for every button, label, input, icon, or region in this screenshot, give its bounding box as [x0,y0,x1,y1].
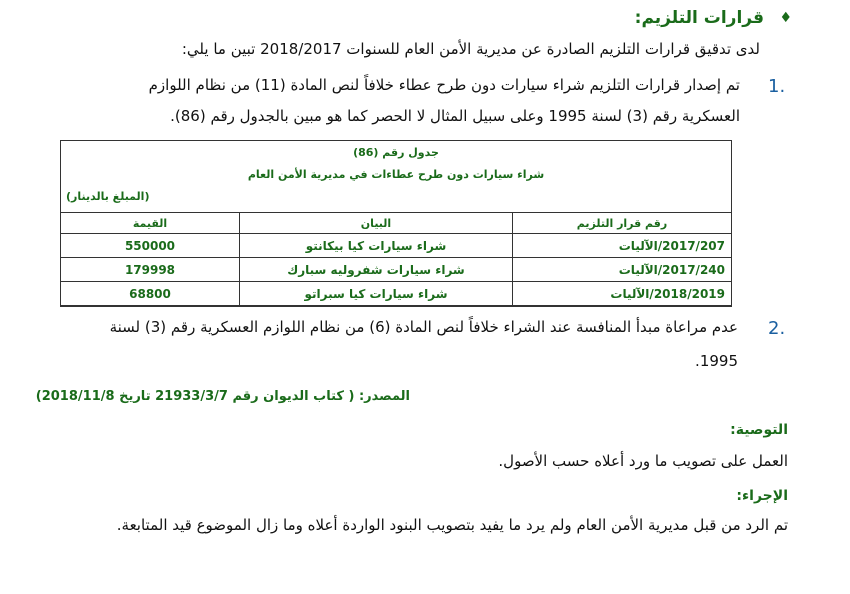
description-cell: شراء سيارات شفروليه سبارك [240,258,513,282]
item-2-line-1: عدم مراعاة مبدأ المنافسة عند الشراء خلافاً لنص المادة (6) من نظام اللوازم العسكرية رقم (3) لسنة [109,318,738,336]
action-text: تم الرد من قبل مديرية الأمن العام ولم يرد ما يفيد بتصويب البنود الواردة أعلاه وما زال الموضوع قيد المتابعة. [116,516,788,534]
recommendation-label: التوصية: [730,422,788,438]
value-cell: 179998 [61,258,240,282]
recommendation-text: العمل على تصويب ما ورد أعلاه حسب الأصول. [498,452,788,470]
item-1-line-2: العسكرية رقم (3) لسنة 1995 وعلى سبيل المثال لا الحصر كما هو مبين بالجدول رقم (86). [170,107,740,125]
decision-number-cell: 2017/207/الآليات [513,234,732,258]
header-description: البيان [240,213,513,234]
decision-number-cell: 2018/2019/الآليات [513,282,732,306]
source-citation: المصدر: ( كتاب الديوان رقم 21933/3/7 تاريخ 2018/11/8) [35,389,410,404]
description-cell: شراء سيارات كيا بيكانتو [240,234,513,258]
item-2-line-2: 1995. [695,352,738,370]
table-header-row [61,213,732,234]
header-value: القيمة [61,213,240,234]
diamond-bullet-icon: ♦ [779,10,792,26]
description-cell: شراء سيارات كيا سبراتو [240,282,513,306]
purchases-table [60,212,732,306]
table-subtitle: شراء سيارات دون طرح عطاءات في مديرية الأمن العام [247,168,545,181]
section-heading: قرارات التلزيم: [634,8,764,28]
item-number-1: 1. [768,76,786,97]
item-1-line-1: تم إصدار قرارات التلزيم شراء سيارات دون طرح عطاء خلافاً لنص المادة (11) من نظام اللوازم [148,76,740,94]
decision-number-cell: 2017/240/الآليات [513,258,732,282]
table-unit: (المبلغ بالدينار) [66,190,150,203]
intro-paragraph: لدى تدقيق قرارات التلزيم الصادرة عن مديرية الأمن العام للسنوات 2018/2017 تبين ما يلي: [181,40,760,58]
table-row [61,258,732,282]
header-decision-number: رقم قرار التلزيم [513,213,732,234]
item-number-2: 2. [768,318,786,339]
table-row [61,234,732,258]
table-row [61,282,732,306]
value-cell: 68800 [61,282,240,306]
value-cell: 550000 [61,234,240,258]
table-caption: جدول رقم (86) [353,146,439,159]
action-label: الإجراء: [736,488,788,504]
